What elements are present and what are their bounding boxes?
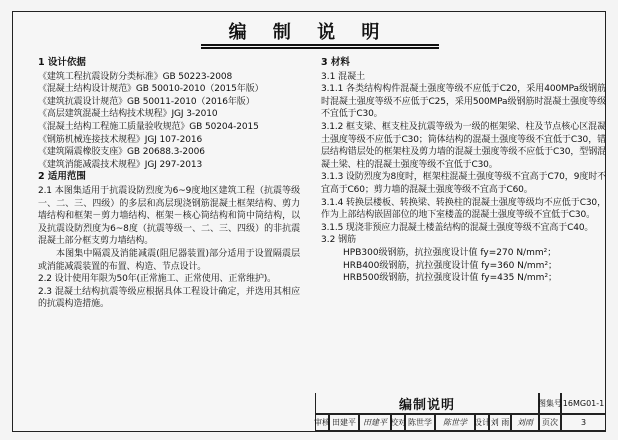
ref-item: 《钢筋机械连接技术规程》JGJ 107-2016	[38, 134, 203, 145]
concrete-paragraph-3-1-2: 3.1.2 框支梁、框支柱及抗震等级为一级的框架梁、柱及节点核心区混凝土强度等级不应低于C30；筒体结构的混凝土强度等级不宜低于C30，错层结构错层处的框架柱及剪力墙的混凝土强度等级不应低于C30，型钢混凝土梁、柱的混凝土强度等级不宜低于C30。	[321, 121, 606, 170]
ref-item: 《混凝土结构设计规范》GB 50010-2010（2015年版）	[38, 84, 264, 95]
section-1-heading: 1 设计依据	[38, 57, 86, 68]
drawing-frame	[12, 11, 606, 432]
steel-item: HRB400级钢筋，抗拉强度设计值 fy=360 N/mm²；	[343, 260, 558, 271]
steel-item: HPB300级钢筋，抗拉强度设计值 fy=270 N/mm²；	[343, 247, 557, 258]
design-label-cell	[475, 414, 489, 431]
scope-paragraph-isolation: 本图集中隔震及消能减震(阻尼器装置)部分适用于设置隔震层或消能减震装置的布置、构造、节点设计。	[38, 248, 300, 272]
reviewer-signature	[359, 414, 391, 431]
check-label-cell	[391, 414, 405, 431]
ref-item: 《混凝土结构工程施工质量验收规范》GB 50204-2015	[38, 121, 259, 132]
right-column	[321, 57, 606, 285]
page-no: 3	[580, 418, 587, 427]
scope-paragraph-2-3: 2.3 混凝土结构抗震等级应根据具体工程设计确定，并选用其相应的抗震构造措施。	[38, 286, 300, 310]
page-label: 页次	[542, 418, 558, 427]
checker-cell	[405, 414, 435, 431]
review-label-cell	[315, 414, 329, 431]
ref-item: 《高层建筑混凝土结构技术规程》JGJ 3-2010	[38, 109, 218, 120]
scope-paragraph-2-1: 2.1 本图集适用于抗震设防烈度为6~9度地区建筑工程（抗震等级一、二、三、四级）的多层和高层现浇钢筋混凝土框架结构、剪力墙结构和框架－剪力墙结构、框架－核心筒结构和筒中筒结构，以及抗震设防烈度为6~8度（抗震等级一、二、三、四级）的非抗震混凝土部分框支剪力墙结构。	[38, 185, 300, 247]
ref-item: 《建筑隔震橡胶支座》GB 20688.3-2006	[38, 147, 205, 158]
ref-item: 《建筑工程抗震设防分类标准》GB 50223-2008	[38, 71, 233, 82]
designer-signature	[511, 414, 539, 431]
atlas-label-cell	[539, 393, 561, 414]
page-no-cell	[561, 414, 605, 431]
title-block	[13, 393, 605, 431]
reviewer: 田建平	[332, 418, 356, 427]
steel-heading: 3.2 钢筋	[321, 235, 357, 246]
steel-item: HRB500级钢筋，抗拉强度设计值 fy=435 N/mm²；	[343, 273, 558, 284]
title-underline	[201, 44, 439, 46]
design-label: 设计	[474, 418, 490, 427]
concrete-paragraph-3-1-4: 3.1.4 转换层楼板、转换梁、转换柱的混凝土强度等级均不应低于C30，作为上部结构嵌固部位的地下室楼盖的混凝土强度等级不宜低于C30。	[321, 197, 606, 221]
concrete-paragraph-3-1-3: 3.1.3 设防烈度为8度时，框架柱混凝土强度等级不宜高于C70，9度时不宜高于C60；剪力墙的混凝土强度等级不宜高于C60。	[321, 172, 606, 195]
atlas-label: 图集号	[538, 398, 562, 408]
ref-item: 《建筑抗震设计规范》GB 50011-2010（2016年版）	[38, 96, 255, 107]
title-block-name: 编制说明	[398, 397, 455, 413]
page-title: 编 制 说 明	[228, 22, 390, 43]
left-column	[38, 57, 300, 311]
designer-signature-text: 刘雨	[517, 418, 533, 427]
page-label-cell	[539, 414, 561, 431]
ref-item: 《建筑消能减震技术规程》JGJ 297-2013	[38, 159, 203, 170]
atlas-no: 16MG01-1	[562, 398, 605, 408]
checker: 陈世学	[408, 418, 432, 427]
check-label: 校对	[390, 418, 406, 427]
reviewer-cell	[329, 414, 359, 431]
designer: 刘 雨	[490, 418, 510, 427]
concrete-paragraph-3-1-5: 3.1.5 现浇非预应力混凝土楼盖结构的混凝土强度等级不宜高于C40。	[321, 222, 594, 233]
designer-cell	[489, 414, 511, 431]
concrete-heading: 3.1 混凝土	[321, 71, 366, 82]
scope-paragraph-2-2: 2.2 设计使用年限为50年(正常施工、正常使用、正常维护)。	[38, 274, 277, 285]
reviewer-signature-text: 田建平	[363, 418, 387, 427]
concrete-paragraph-3-1-1: 3.1.1 各类结构构件混凝土强度等级不应低于C20，采用400MPa级钢筋时混凝土强度等级不应低于C25，采用500MPa级钢筋时混凝土强度等级不宜低于C30。	[321, 84, 606, 120]
checker-signature-text: 陈世学	[443, 418, 467, 427]
section-2-heading: 2 适用范围	[38, 171, 86, 183]
atlas-no-cell	[561, 393, 605, 414]
checker-signature	[435, 414, 475, 431]
section-3-heading: 3 材料	[321, 57, 350, 68]
title-block-name-cell	[315, 393, 539, 414]
title-underline-2	[201, 47, 439, 49]
review-label: 审核	[314, 418, 330, 427]
